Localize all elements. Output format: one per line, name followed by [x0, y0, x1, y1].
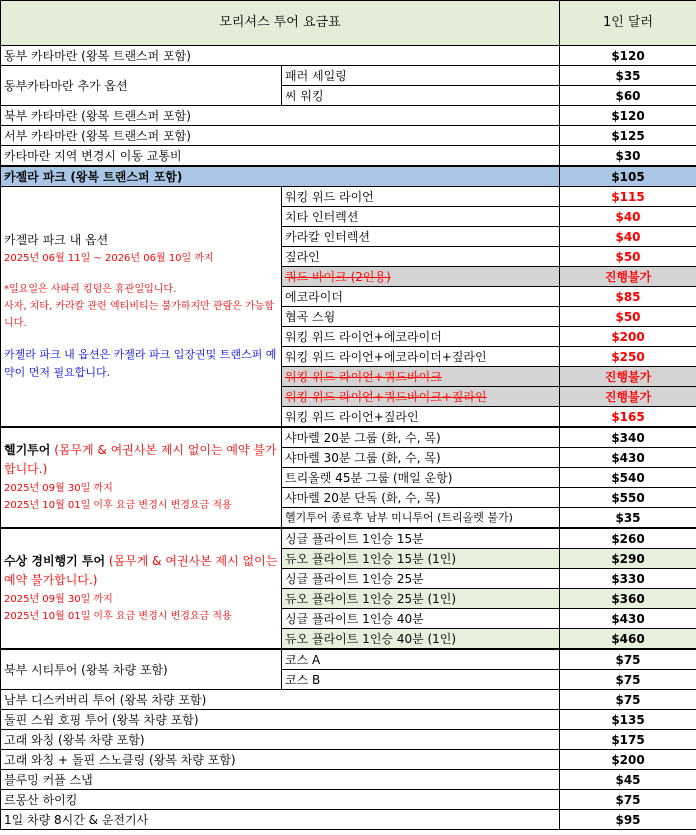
- seaplane-title: 수상 경비행기 투어: [4, 554, 106, 568]
- table-row: [1, 770, 696, 790]
- tour-price: $30: [560, 146, 696, 167]
- tour-price: $125: [560, 126, 696, 146]
- option-name-text: 워킹 위드 라이언+쿼드바이크: [285, 369, 442, 384]
- option-name: 샤마렐 20분 그룹 (화, 수, 목): [282, 427, 560, 448]
- tour-name: 르몽산 하이킹: [1, 790, 560, 810]
- heli-period: 2025년 09월 30일 까지: [4, 483, 113, 494]
- option-name: 듀오 플라이트 1인승 15분 (1인): [282, 549, 560, 569]
- seaplane-change: 2025년 10월 01일 이후 요금 변경시 변경요금 적용: [4, 611, 232, 622]
- option-name: 싱글 플라이트 1인승 15분: [282, 528, 560, 549]
- option-name: 코스 A: [282, 649, 560, 670]
- casela-options-cell: [1, 187, 282, 428]
- option-price: $75: [560, 649, 696, 670]
- option-price: $260: [560, 528, 696, 549]
- option-name: 듀오 플라이트 1인승 40분 (1인): [282, 629, 560, 650]
- tour-name: 남부 디스커버리 투어 (왕복 차량 포함): [1, 690, 560, 710]
- option-price: $360: [560, 589, 696, 609]
- option-name: 코스 B: [282, 670, 560, 690]
- option-name: 에코라이더: [282, 287, 560, 307]
- option-name: 듀오 플라이트 1인승 25분 (1인): [282, 589, 560, 609]
- option-price: $340: [560, 427, 696, 448]
- option-price: $40: [560, 227, 696, 247]
- option-price: $430: [560, 448, 696, 468]
- tour-name: 동부 카타마란 (왕복 트랜스퍼 포함): [1, 46, 560, 66]
- option-price: $35: [560, 508, 696, 529]
- seaplane-period: 2025년 09월 30일 까지: [4, 594, 113, 605]
- table-row-highlight: [1, 166, 696, 187]
- option-name: 패러 세일링: [282, 66, 560, 86]
- tour-name: 블루밍 커플 스냅: [1, 770, 560, 790]
- option-price: $50: [560, 247, 696, 267]
- option-price: $50: [560, 307, 696, 327]
- tour-name: 북부 카타마란 (왕복 트랜스퍼 포함): [1, 106, 560, 126]
- casela-title: 카젤라 파크 내 옵션: [4, 233, 109, 247]
- table-row: [1, 649, 696, 670]
- option-price: $35: [560, 66, 696, 86]
- casela-note-1: *일요일은 사파리 킹덤은 휴관일입니다.: [4, 284, 177, 295]
- tour-price: $200: [560, 750, 696, 770]
- seaplane-tour-cell: [1, 528, 282, 649]
- option-price: $430: [560, 609, 696, 629]
- tour-name: 카젤라 파크 (왕복 트랜스퍼 포함): [1, 166, 560, 187]
- option-name: 싱글 플라이트 1인승 40분: [282, 609, 560, 629]
- option-price: $330: [560, 569, 696, 589]
- option-price: $460: [560, 629, 696, 650]
- option-price: $115: [560, 187, 696, 207]
- option-name: 짚라인: [282, 247, 560, 267]
- option-name: [282, 367, 560, 387]
- table-row: [1, 427, 696, 448]
- tour-price: $75: [560, 690, 696, 710]
- table-row: [1, 750, 696, 770]
- price-column-header: 1인 달러: [560, 1, 696, 46]
- table-row: [1, 790, 696, 810]
- tour-name: 동부카타마란 추가 옵션: [1, 66, 282, 106]
- option-name: [282, 387, 560, 407]
- tour-price: $75: [560, 790, 696, 810]
- tour-price: $135: [560, 710, 696, 730]
- tour-price: $105: [560, 166, 696, 187]
- table-row: [1, 106, 696, 126]
- option-name: 치타 인터렉션: [282, 207, 560, 227]
- option-name: 싱글 플라이트 1인승 25분: [282, 569, 560, 589]
- tour-name: 돌핀 스윔 호핑 투어 (왕복 차량 포함): [1, 710, 560, 730]
- table-header: [1, 1, 696, 46]
- tour-price: $95: [560, 810, 696, 830]
- option-name: 샤마렐 30분 그룹 (화, 수, 목): [282, 448, 560, 468]
- casela-period: 2025년 06월 11일 ~ 2026년 06월 10일 까지: [4, 253, 214, 264]
- tour-name: 북부 시티투어 (왕복 차량 포함): [1, 649, 282, 690]
- option-name: [282, 267, 560, 287]
- tour-price: $175: [560, 730, 696, 750]
- table-row: [1, 810, 696, 830]
- tour-name: 서부 카타마란 (왕복 트랜스퍼 포함): [1, 126, 560, 146]
- option-price: 진행불가: [560, 387, 696, 407]
- casela-note-2: 사자, 치타, 카라칼 관련 엑티비티는 불가하지만 관람은 가능합니다.: [4, 301, 275, 329]
- option-name: 카라칼 인터렉션: [282, 227, 560, 247]
- tour-price: $45: [560, 770, 696, 790]
- table-row: [1, 126, 696, 146]
- tour-name: 고래 와칭 (왕복 차량 포함): [1, 730, 560, 750]
- option-name: 워킹 위드 라이언+에코라이더+짚라인: [282, 347, 560, 367]
- heli-change: 2025년 10월 01일 이후 요금 변경시 변경요금 적용: [4, 500, 232, 511]
- option-price: 진행불가: [560, 367, 696, 387]
- table-row: [1, 187, 696, 207]
- table-row: [1, 46, 696, 66]
- option-name: 워킹 위드 라이언: [282, 187, 560, 207]
- table-title: 모리셔스 투어 요금표: [1, 1, 560, 46]
- option-name-text: 쿼드 바이크 (2인용): [285, 269, 391, 284]
- option-name: 협곡 스윙: [282, 307, 560, 327]
- heli-title: 헬기투어: [4, 443, 51, 457]
- tour-name: 카타마란 지역 변경시 이동 교통비: [1, 146, 560, 167]
- option-name: 워킹 위드 라이언+에코라이더: [282, 327, 560, 347]
- casela-note-3: 카젤라 파크 내 옵션은 카젤라 파크 입장권및 트랜스퍼 예약이 먼저 필요합니다.: [4, 348, 277, 379]
- option-price: $60: [560, 86, 696, 106]
- option-price: $40: [560, 207, 696, 227]
- table-row: [1, 66, 696, 86]
- option-price: $75: [560, 670, 696, 690]
- tour-name: 고래 와칭 + 돌핀 스노클링 (왕복 차량 포함): [1, 750, 560, 770]
- option-name: 헬기투어 종료후 남부 미니투어 (트리올렛 불가): [282, 508, 560, 529]
- option-name: 씨 워킹: [282, 86, 560, 106]
- option-name: 샤마렐 20분 단독 (화, 수, 목): [282, 488, 560, 508]
- table-row: [1, 690, 696, 710]
- option-price: $540: [560, 468, 696, 488]
- heli-warning: (몸무게 & 여권사본 제시 없이는 예약 불가합니다.): [4, 443, 277, 476]
- heli-tour-cell: [1, 427, 282, 528]
- option-price: $290: [560, 549, 696, 569]
- table-row: [1, 730, 696, 750]
- tour-price: $120: [560, 46, 696, 66]
- option-price: $165: [560, 407, 696, 428]
- option-price: $250: [560, 347, 696, 367]
- table-row: [1, 146, 696, 167]
- option-name: 트리올렛 45분 그룹 (매일 운항): [282, 468, 560, 488]
- option-price: $85: [560, 287, 696, 307]
- option-name-text: 워킹 위드 라이언+쿼드바이크+짚라인: [285, 389, 487, 404]
- option-price: $550: [560, 488, 696, 508]
- tour-price: $120: [560, 106, 696, 126]
- option-name: 워킹 위드 라이언+짚라인: [282, 407, 560, 428]
- seaplane-warning: (몸무게 & 여권사본 제시 없이는 예약 불가합니다.): [4, 554, 278, 587]
- option-price: 진행불가: [560, 267, 696, 287]
- tour-name: 1일 차량 8시간 & 운전기사: [1, 810, 560, 830]
- table-row: [1, 528, 696, 549]
- option-price: $200: [560, 327, 696, 347]
- table-row: [1, 710, 696, 730]
